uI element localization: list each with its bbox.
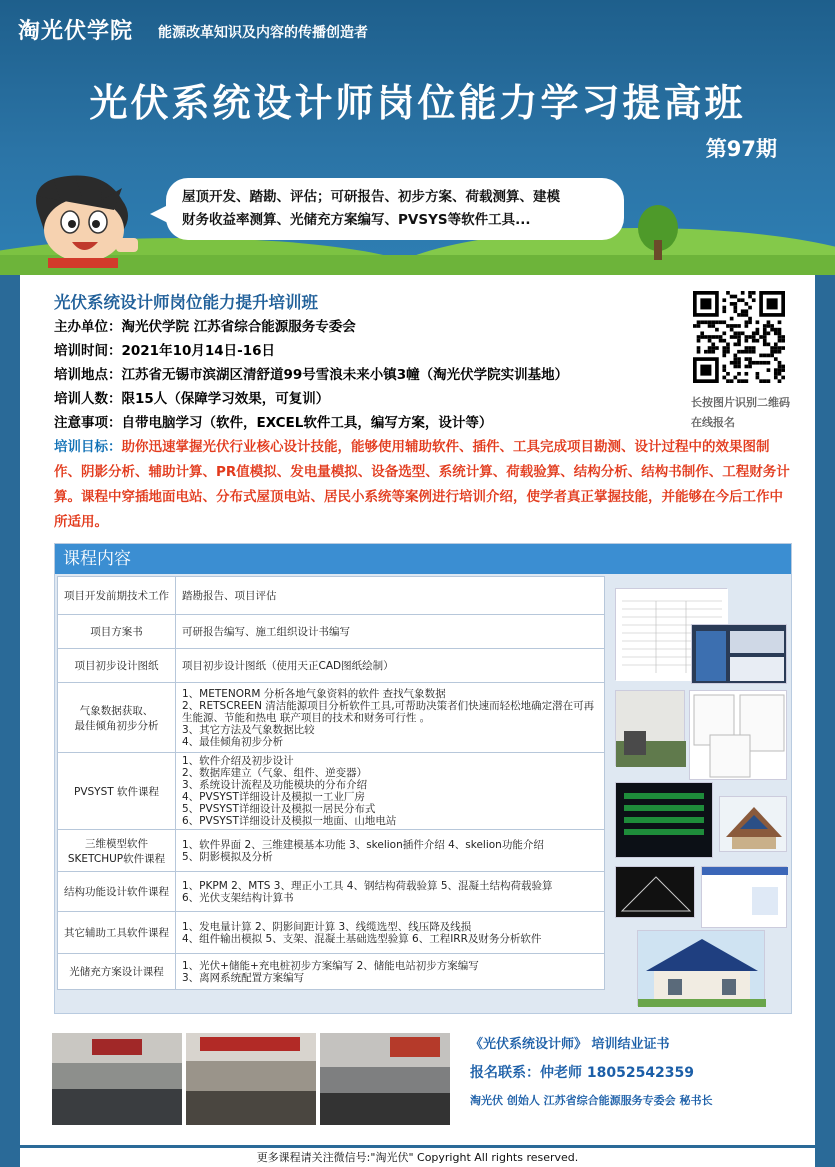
footer-bar: 更多课程请关注微信号:"淘光伏" Copyright All rights reserved.	[20, 1148, 815, 1167]
course-detail-cell	[176, 872, 605, 912]
time-line: 培训时间：2021年10月14日-16日	[54, 343, 276, 359]
qr-caption-line: 长按图片识别二维码	[691, 396, 790, 409]
rooftop-solar-house-image	[637, 930, 765, 1006]
course-name-text: 项目开发前期技术工作	[64, 590, 169, 602]
table-row	[58, 753, 605, 830]
course-detail-line: 1、发电量计算 2、阴影间距计算 3、线缆选型、线压降及线损	[182, 920, 472, 933]
table-row	[58, 912, 605, 954]
course-detail-line: 可研报告编写、施工组织设计书编写	[182, 625, 350, 638]
location-line: 培训地点：江苏省无锡市滨湖区清舒道99号雪浪未来小镇3幢（淘光伏学院实训基地）	[54, 367, 569, 383]
course-detail-line: 2、数据库建立（气象、组件、逆变器）	[182, 767, 368, 779]
goal-paragraph	[54, 435, 794, 535]
course-detail-cell	[176, 683, 605, 753]
course-detail-cell	[176, 577, 605, 615]
classroom-photo-image	[320, 1033, 450, 1125]
course-detail-line: 1、METENORM 分析各地气象资料的软件 查找气象数据	[182, 687, 446, 700]
course-detail-line: 5、PVSYST详细设计及模拟一居民分布式	[182, 803, 376, 815]
qr-caption	[691, 393, 801, 433]
cartoon-mascot-icon	[18, 172, 148, 268]
table-row	[58, 649, 605, 683]
course-detail-line: 5、阴影模拟及分析	[182, 850, 273, 863]
software-screenshot-image	[691, 624, 787, 684]
header-banner	[0, 0, 835, 275]
course-name-text: SKETCHUP软件课程	[67, 852, 166, 865]
course-detail-line: 项目初步设计图纸（使用天正CAD图纸绘制）	[182, 659, 394, 672]
course-name-cell	[58, 830, 176, 872]
issue-number: 第97期	[705, 137, 777, 161]
notes-line: 注意事项：自带电脑学习（软件，EXCEL软件工具，编写方案，设计等）	[54, 415, 493, 431]
course-name-cell	[58, 872, 176, 912]
bubble-line: 屋顶开发、踏勘、评估；可研报告、初步方案、荷载测算、建模	[182, 189, 560, 205]
course-detail-cell	[176, 649, 605, 683]
course-detail-line: 踏勘报告、项目评估	[182, 589, 277, 602]
classroom-photos	[52, 1033, 452, 1125]
content-card	[20, 275, 815, 1145]
cad-drawing-image	[615, 782, 713, 858]
course-detail-line: 2、RETSCREEN 清洁能源项目分析软件工具,可帮助决策者们快速而轻松地确定潜在可再生能源、节能和热电 联产项目的技术和财务可行性 。	[182, 699, 595, 724]
course-detail-line: 1、软件介绍及初步设计	[182, 755, 294, 767]
course-detail-cell	[176, 830, 605, 872]
3d-roof-model-image	[719, 796, 787, 852]
table-row	[58, 954, 605, 990]
course-detail-cell	[176, 912, 605, 954]
certificate-info	[470, 1033, 800, 1112]
course-name-text: 项目方案书	[90, 626, 143, 638]
course-detail-cell	[176, 954, 605, 990]
table-row	[58, 830, 605, 872]
course-detail-line: 4、PVSYST详细设计及模拟一工业厂房	[182, 791, 365, 803]
tree-trunk-decoration	[654, 240, 662, 260]
course-table	[57, 576, 605, 990]
table-row	[58, 872, 605, 912]
course-detail-line: 1、光伏+储能+充电桩初步方案编写 2、储能电站初步方案编写	[182, 959, 479, 972]
course-name-cell	[58, 683, 176, 753]
course-name-text: 最佳倾角初步分析	[74, 719, 159, 732]
course-detail-cell	[176, 753, 605, 830]
course-detail-line: 1、PKPM 2、MTS 3、理正小工具 4、钢结构荷载验算 5、混凝土结构荷载验算	[182, 879, 553, 892]
classroom-photo-image	[52, 1033, 182, 1125]
table-row	[58, 577, 605, 615]
panel-title: 课程内容	[55, 544, 791, 574]
site-photo-image	[615, 690, 685, 766]
course-detail-cell	[176, 615, 605, 649]
course-title: 光伏系统设计师岗位能力提升培训班	[54, 293, 318, 312]
course-name-cell	[58, 615, 176, 649]
contact-title-line: 淘光伏 创始人 江苏省综合能源服务专委会 秘书长	[470, 1094, 713, 1107]
course-name-cell	[58, 912, 176, 954]
course-name-text: PVSYST 软件课程	[73, 785, 159, 798]
calculation-window-image	[701, 866, 787, 928]
course-name-text: 其它辅助工具软件课程	[64, 927, 169, 939]
course-detail-line: 1、软件界面 2、三维建模基本功能 3、skelion插件介绍 4、skelion功能介绍	[182, 838, 544, 851]
course-name-text: 光储充方案设计课程	[69, 966, 164, 978]
bubble-line: 财务收益率测算、光储充方案编写、PVSYS等软件工具...	[182, 212, 531, 228]
table-row	[58, 683, 605, 753]
course-panel	[54, 543, 792, 1014]
course-detail-line: 6、PVSYST详细设计及模拟一地面、山地电站	[182, 815, 397, 827]
course-detail-line: 3、系统设计流程及功能模块的分布介绍	[182, 779, 368, 791]
classroom-photo-image	[186, 1033, 316, 1125]
brand-name: 淘光伏学院	[18, 19, 134, 44]
qr-code-icon[interactable]	[693, 291, 785, 383]
course-name-cell	[58, 753, 176, 830]
feature-bubble	[166, 178, 624, 240]
course-name-text: 结构功能设计软件课程	[64, 886, 169, 898]
course-name-text: 项目初步设计图纸	[74, 660, 159, 672]
page-title: 光伏系统设计师岗位能力学习提高班	[89, 80, 746, 125]
goal-text: 助你迅速掌握光伏行业核心设计技能，能够使用辅助软件、插件、工具完成项目勘测、设计过程中的效果图制作、阴影分析、辅助计算、PR值模拟、发电量模拟、设备选型、系统计算、荷载验算、结构分析、结构书制作、工程财务计算。课程中穿插地面电站、分布式屋顶电站、居民小系统等案例进行培训介绍，使学者真正掌握技能，并能够在今后工作中所适用。	[54, 439, 790, 530]
course-name-text: 三维模型软件	[85, 837, 148, 850]
structure-software-image	[615, 866, 695, 918]
screenshot-collage	[611, 584, 787, 1009]
course-name-cell	[58, 649, 176, 683]
course-name-cell	[58, 577, 176, 615]
course-detail-line: 4、最佳倾角初步分析	[182, 735, 284, 748]
course-name-cell	[58, 954, 176, 990]
table-row	[58, 615, 605, 649]
organizer-line: 主办单位：淘光伏学院 江苏省综合能源服务专委会	[54, 319, 356, 335]
brand-slogan: 能源改革知识及内容的传播创造者	[158, 25, 368, 41]
goal-label: 培训目标：	[54, 439, 122, 455]
contact-line[interactable]: 报名联系：仲老师 18052542359	[470, 1065, 695, 1081]
qr-caption-line: 在线报名	[691, 416, 735, 429]
course-name-text: 气象数据获取、	[79, 704, 154, 717]
document-pages-image	[689, 690, 787, 780]
course-detail-line: 6、光伏支架结构计算书	[182, 891, 294, 904]
course-detail-line: 3、离网系统配置方案编写	[182, 971, 305, 984]
people-line: 培训人数：限15人（保障学习效果，可复训）	[54, 391, 330, 407]
course-detail-line: 4、组件输出模拟 5、支架、混凝土基础选型验算 6、工程IRR及财务分析软件	[182, 932, 542, 945]
course-detail-line: 3、其它方法及气象数据比较	[182, 723, 315, 736]
certificate-line: 《光伏系统设计师》 培训结业证书	[470, 1037, 670, 1052]
